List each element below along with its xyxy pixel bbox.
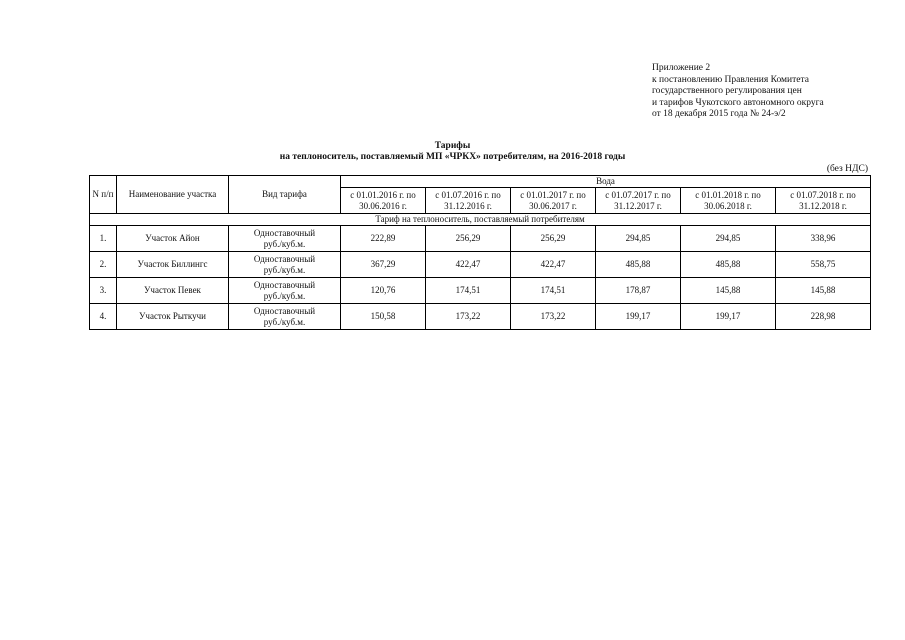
row-value: 174,51 (511, 278, 596, 304)
document-subtitle: на теплоноситель, поставляемый МП «ЧРКХ» потребителям, на 2016-2018 годы (279, 152, 626, 162)
row-name: Участок Певек (117, 278, 229, 304)
header-period (341, 188, 426, 214)
period-from: с 01.01.2016 г. по (350, 189, 416, 200)
appendix-line: к постановлению Правления Комитета (652, 74, 809, 85)
row-value: 256,29 (426, 226, 511, 252)
period-from: с 01.07.2018 г. по (790, 189, 856, 200)
unit-line: руб./куб.м. (263, 290, 306, 301)
appendix-header (652, 63, 824, 121)
row-value: 294,85 (596, 226, 681, 252)
appendix-line: и тарифов Чукотского автономного округа (652, 97, 824, 108)
row-num: 1. (90, 226, 117, 252)
header-period (681, 188, 776, 214)
type-line: Одноставочный (253, 227, 316, 238)
row-value: 145,88 (776, 278, 871, 304)
row-value: 150,58 (341, 304, 426, 330)
header-water: Вода (341, 176, 871, 188)
vat-note: (без НДС) (826, 164, 868, 174)
row-type (229, 304, 341, 330)
unit-line: руб./куб.м. (263, 316, 306, 327)
appendix-line: государственного регулирования цен (652, 86, 802, 96)
tariff-table (89, 175, 871, 330)
row-value: 256,29 (511, 226, 596, 252)
row-value: 485,88 (596, 252, 681, 278)
period-to: 31.12.2016 г. (444, 200, 492, 211)
row-value: 173,22 (511, 304, 596, 330)
row-type (229, 226, 341, 252)
row-value: 422,47 (426, 252, 511, 278)
type-line: Одноставочный (253, 305, 316, 316)
type-line: Одноставочный (253, 279, 316, 290)
table-row (90, 304, 871, 330)
row-value: 222,89 (341, 226, 426, 252)
header-num: N п/п (90, 176, 117, 214)
appendix-line: Приложение 2 (652, 63, 711, 73)
row-name: Участок Биллингс (117, 252, 229, 278)
row-value: 338,96 (776, 226, 871, 252)
row-value: 199,17 (596, 304, 681, 330)
period-to: 30.06.2017 г. (529, 200, 577, 211)
row-value: 145,88 (681, 278, 776, 304)
appendix-line: от 18 декабря 2015 года № 24-э/2 (652, 109, 786, 119)
document-title: Тарифы (434, 141, 471, 151)
header-period (776, 188, 871, 214)
table-row (90, 252, 871, 278)
row-value: 120,76 (341, 278, 426, 304)
header-period (596, 188, 681, 214)
period-to: 31.12.2017 г. (614, 200, 662, 211)
period-to: 30.06.2016 г. (359, 200, 407, 211)
header-period (511, 188, 596, 214)
row-value: 422,47 (511, 252, 596, 278)
row-value: 174,51 (426, 278, 511, 304)
row-num: 4. (90, 304, 117, 330)
period-from: с 01.01.2017 г. по (520, 189, 586, 200)
period-to: 31.12.2018 г. (799, 200, 847, 211)
row-value: 558,75 (776, 252, 871, 278)
row-type (229, 252, 341, 278)
row-name: Участок Айон (117, 226, 229, 252)
row-value: 173,22 (426, 304, 511, 330)
row-value: 485,88 (681, 252, 776, 278)
row-num: 2. (90, 252, 117, 278)
row-value: 199,17 (681, 304, 776, 330)
row-type (229, 278, 341, 304)
period-from: с 01.07.2016 г. по (435, 189, 501, 200)
unit-line: руб./куб.м. (263, 264, 306, 275)
row-value: 228,98 (776, 304, 871, 330)
row-value: 294,85 (681, 226, 776, 252)
header-name: Наименование участка (117, 176, 229, 214)
row-num: 3. (90, 278, 117, 304)
table-row (90, 226, 871, 252)
period-from: с 01.01.2018 г. по (695, 189, 761, 200)
header-type: Вид тарифа (229, 176, 341, 214)
unit-line: руб./куб.м. (263, 238, 306, 249)
header-period (426, 188, 511, 214)
row-value: 367,29 (341, 252, 426, 278)
period-from: с 01.07.2017 г. по (605, 189, 671, 200)
row-name: Участок Рыткучи (117, 304, 229, 330)
type-line: Одноставочный (253, 253, 316, 264)
table-row (90, 278, 871, 304)
row-value: 178,87 (596, 278, 681, 304)
section-title: Тариф на теплоноситель, поставляемый потребителям (90, 214, 871, 226)
period-to: 30.06.2018 г. (704, 200, 752, 211)
